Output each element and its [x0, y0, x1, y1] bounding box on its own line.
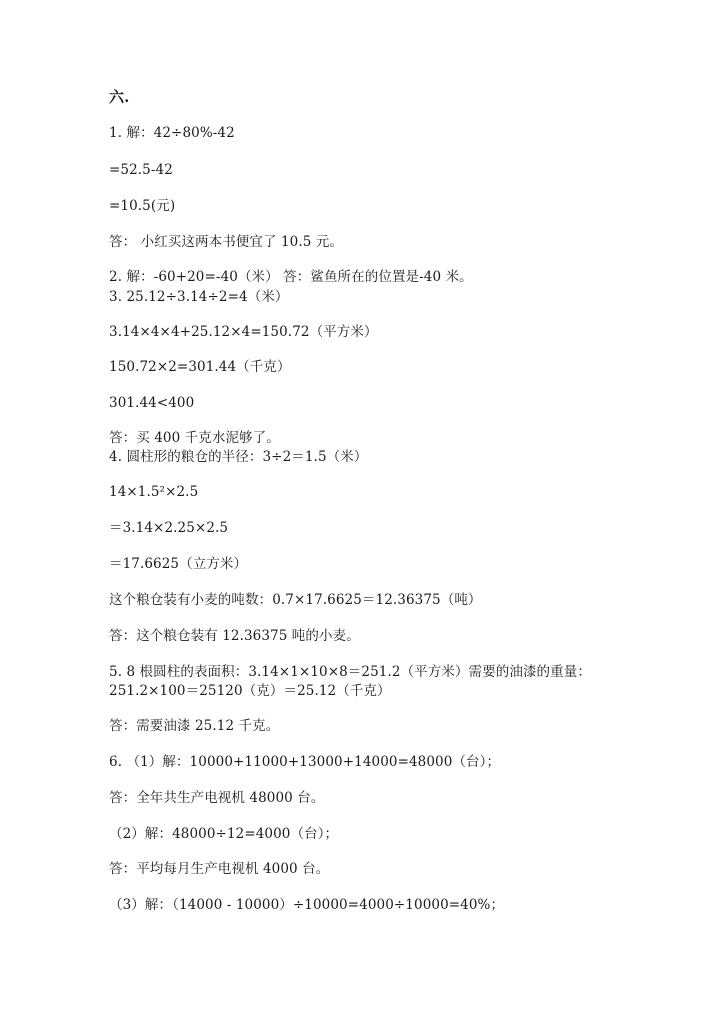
problem-4-step-1: 14×1.5²×2.5 — [109, 484, 199, 500]
problem-1-step-1: =52.5-42 — [109, 162, 173, 178]
problem-6-part-1-answer: 答：全年共生产电视机 48000 台。 — [109, 790, 325, 806]
problem-3-radius: 3. 25.12÷3.14÷2=4（米） — [109, 289, 289, 305]
problem-6-part-3-solution: （3）解：（14000 - 10000）÷10000=4000÷10000=40%； — [109, 897, 505, 913]
problem-4-step-3: ＝17.6625（立方米） — [109, 556, 248, 572]
problem-3-area: 3.14×4×4+25.12×4=150.72（平方米） — [109, 324, 378, 340]
problem-4-answer: 答：这个粮仓装有 12.36375 吨的小麦。 — [109, 628, 360, 644]
problem-4-step-2: ＝3.14×2.25×2.5 — [109, 520, 229, 536]
problem-3-weight: 150.72×2=301.44（千克） — [109, 359, 291, 375]
problem-2-solution: 2. 解：-60+20=-40（米） 答：鲨鱼所在的位置是-40 米。 — [109, 269, 473, 285]
problem-1-step-2: =10.5(元) — [109, 198, 176, 214]
problem-5-surface-area: 5. 8 根圆柱的表面积：3.14×1×10×8＝251.2（平方米）需要的油漆的重量： — [109, 664, 591, 680]
problem-5-answer: 答：需要油漆 25.12 千克。 — [109, 718, 280, 734]
problem-6-part-2-answer: 答：平均每月生产电视机 4000 台。 — [109, 861, 330, 877]
problem-5-weight: 251.2×100＝25120（克）＝25.12（千克） — [109, 683, 391, 699]
problem-1-solution: 1. 解：42÷80%-42 — [109, 125, 235, 141]
section-heading: 六. — [109, 88, 130, 106]
problem-3-answer: 答：买 400 千克水泥够了。 — [109, 430, 280, 446]
problem-3-compare: 301.44<400 — [109, 395, 195, 411]
problem-1-answer: 答： 小红买这两本书便宜了 10.5 元。 — [109, 234, 344, 250]
problem-6-part-2-solution: （2）解：48000÷12=4000（台）； — [109, 826, 339, 842]
problem-6-part-1-solution: 6. （1）解：10000+11000+13000+14000=48000（台）； — [109, 754, 501, 770]
problem-4-tons: 这个粮仓装有小麦的吨数：0.7×17.6625＝12.36375（吨） — [109, 592, 482, 608]
problem-4-radius: 4. 圆柱形的粮仓的半径：3÷2＝1.5（米） — [109, 449, 368, 465]
